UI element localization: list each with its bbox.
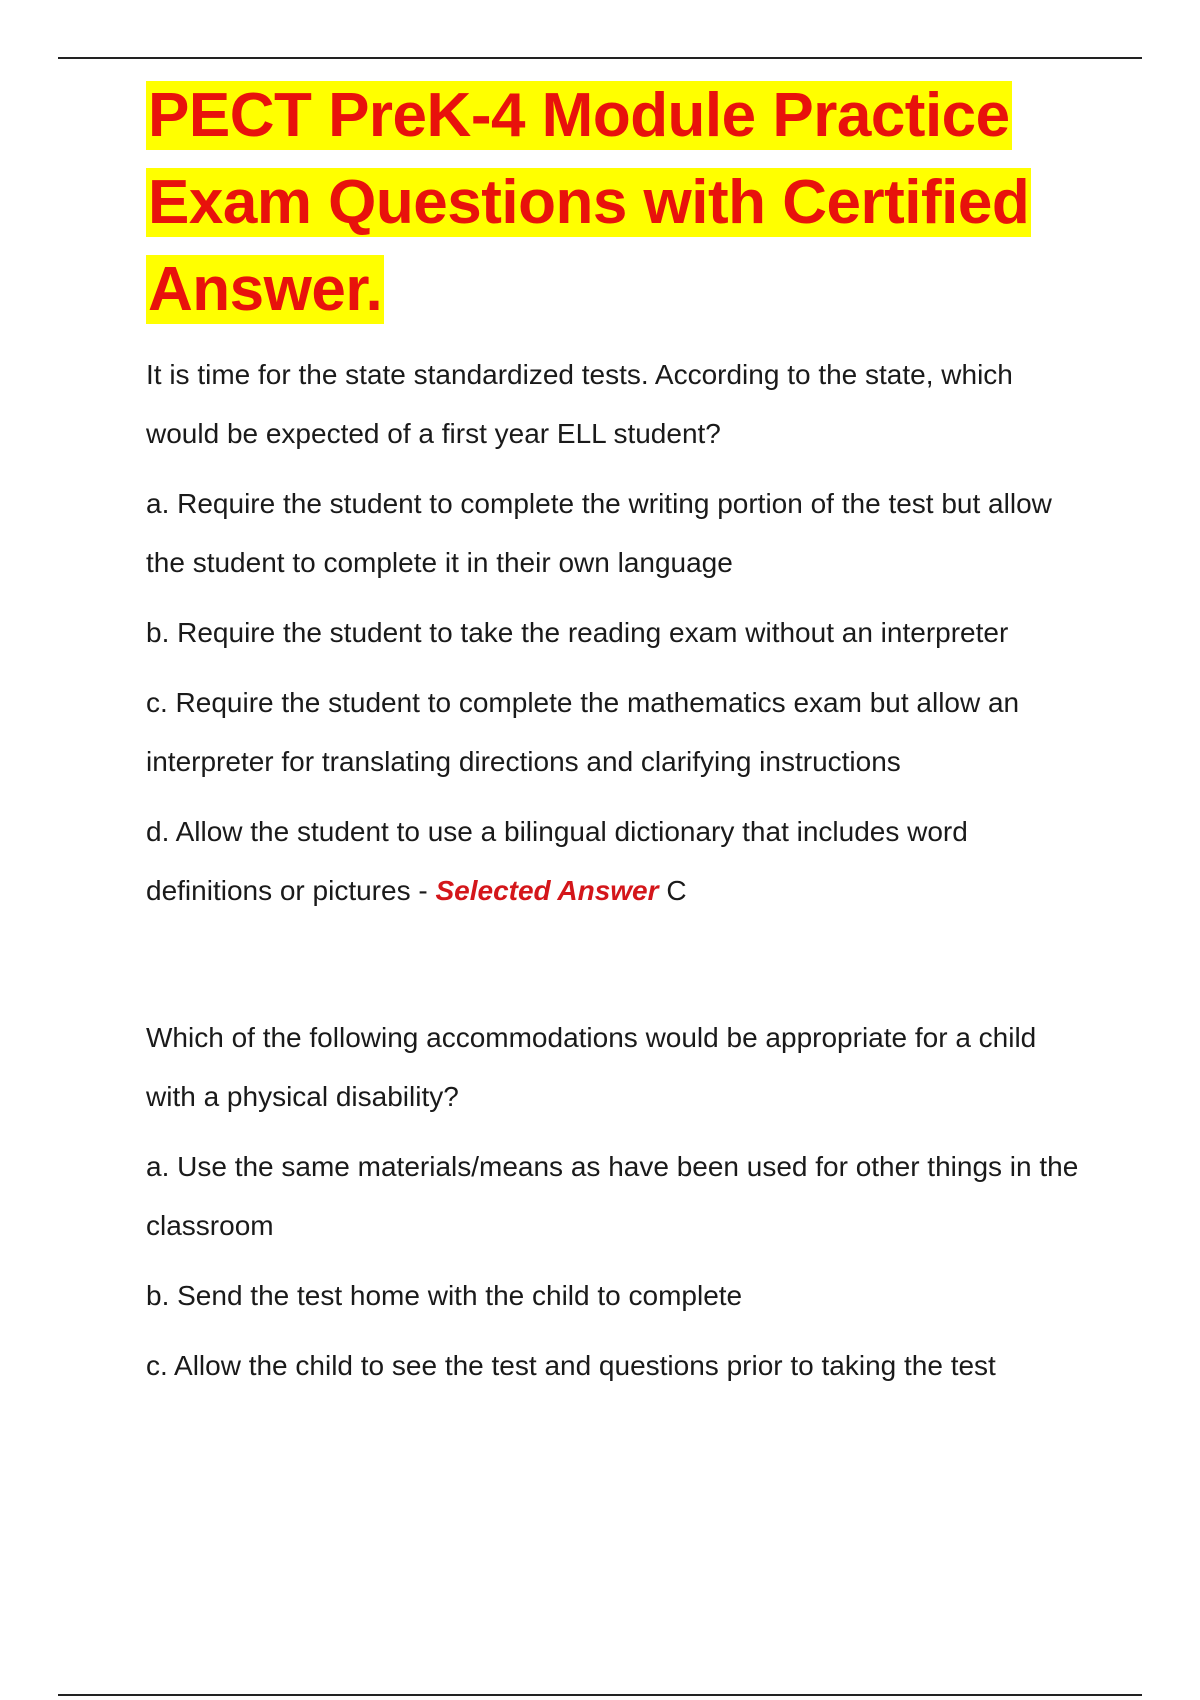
- question-1-option-b: b. Require the student to take the reading exam without an interpreter: [146, 617, 1009, 648]
- document-title: [146, 72, 1086, 333]
- question-2-option-b: b. Send the test home with the child to complete: [146, 1280, 743, 1311]
- question-1-prompt: It is time for the state standardized tests. According to the state, which would be expected of a first year ELL student?: [146, 359, 1013, 449]
- title-highlight: PECT PreK-4 Module Practice Exam Questions with Certified Answer.: [148, 81, 1030, 324]
- question-2-option-c: c. Allow the child to see the test and questions prior to taking the test: [146, 1350, 996, 1381]
- bottom-rule: [58, 1694, 1142, 1696]
- question-1-option-d: [146, 802, 1086, 920]
- question-2-option-a: a. Use the same materials/means as have been used for other things in the classroom: [146, 1151, 1079, 1241]
- question-1-option-a: a. Require the student to complete the writing portion of the test but allow the student to complete it in their own language: [146, 488, 1052, 578]
- selected-answer-value: C: [666, 875, 687, 906]
- question-1: [146, 345, 1086, 920]
- question-1-option-c: c. Require the student to complete the mathematics exam but allow an interpreter for translating directions and clarifying instructions: [146, 687, 1020, 777]
- question-2: [146, 1008, 1086, 1395]
- question-2-prompt: Which of the following accommodations would be appropriate for a child with a physical disability?: [146, 1022, 1037, 1112]
- top-rule: [58, 57, 1142, 59]
- question-1-option-d-text: d. Allow the student to use a bilingual dictionary that includes word definitions or pictures -: [146, 816, 968, 906]
- selected-answer-label: Selected Answer: [435, 875, 659, 906]
- document-body: [146, 72, 1086, 1395]
